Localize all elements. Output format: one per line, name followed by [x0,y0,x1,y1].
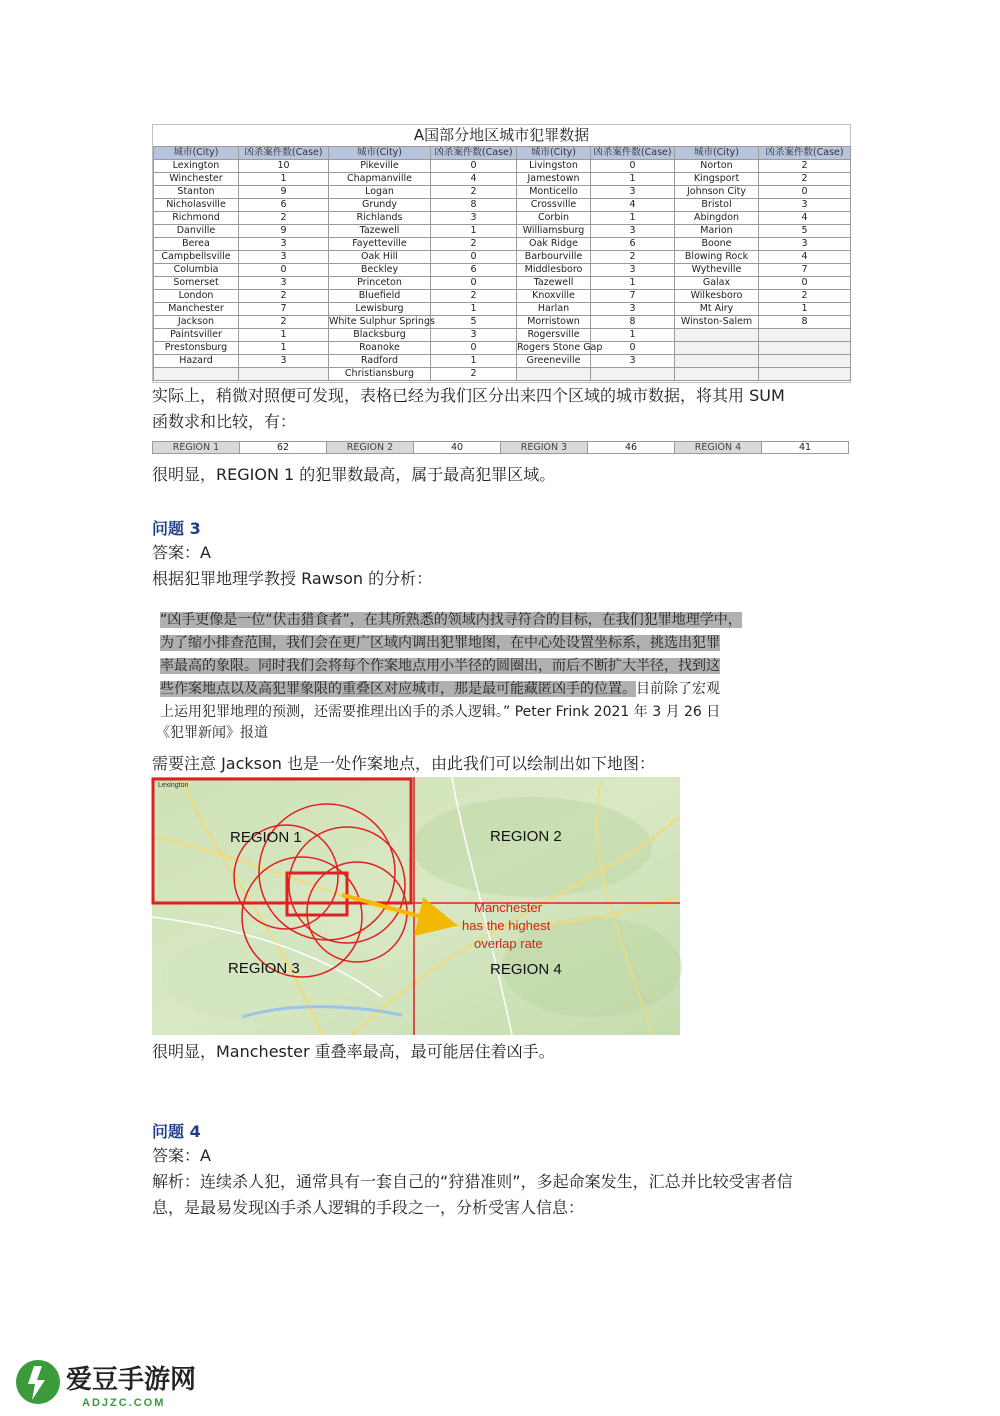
paragraph-sum-intro-cont: 函数求和比较，有： [152,412,297,431]
case-count-cell: 2 [239,316,329,329]
case-count-cell: 2 [431,290,517,303]
case-count-cell: 2 [759,160,851,173]
city-cell: Morristown [517,316,591,329]
table-row [154,329,851,342]
question-4-answer: 答案：A [152,1146,211,1165]
map-intro-note: 需要注意 Jackson 也是一处作案地点，由此我们可以绘制出如下地图： [152,754,656,773]
case-count-cell: 4 [759,212,851,225]
case-count-cell: 1 [591,277,675,290]
case-count-cell: 1 [591,212,675,225]
case-count-cell [759,329,851,342]
case-count-cell: 6 [591,238,675,251]
case-count-cell: 1 [431,303,517,316]
city-cell: Oak Hill [329,251,431,264]
question-3-intro: 根据犯罪地理学教授 Rawson 的分析： [152,569,433,588]
case-count-cell: 0 [759,277,851,290]
case-count-cell: 3 [431,212,517,225]
city-cell: Kingsport [675,173,759,186]
city-cell: Berea [154,238,239,251]
city-cell: Hazard [154,355,239,368]
case-count-cell: 3 [759,238,851,251]
city-cell: Livingston [517,160,591,173]
city-cell: Columbia [154,264,239,277]
table-row [154,199,851,212]
crime-region-map [152,777,680,1035]
case-count-cell: 5 [431,316,517,329]
city-cell: Campbellsville [154,251,239,264]
case-count-cell: 2 [431,186,517,199]
city-cell: Blowing Rock [675,251,759,264]
site-logo[interactable] [12,1352,252,1412]
city-cell: Harlan [517,303,591,316]
city-cell: Wilkesboro [675,290,759,303]
table-row [154,173,851,186]
quote-line-3: 率最高的象限。同时我们会将每个作案地点用小半径的圆圈出，而后不断扩大半径，找到这 [160,658,720,674]
case-count-cell: 2 [759,173,851,186]
table-row [154,290,851,303]
case-count-cell: 1 [239,329,329,342]
case-count-cell [759,342,851,355]
case-count-cell: 3 [591,303,675,316]
city-cell: Danville [154,225,239,238]
case-count-cell: 10 [239,160,329,173]
case-count-cell: 5 [759,225,851,238]
case-count-cell: 0 [759,186,851,199]
case-count-cell: 1 [591,173,675,186]
quote-line-6: 《犯罪新闻》报道 [156,725,268,741]
city-cell: London [154,290,239,303]
case-count-cell [759,355,851,368]
region-2-label: REGION 2 [327,442,414,454]
case-count-cell: 3 [239,251,329,264]
case-count-cell: 2 [431,368,517,381]
case-count-cell: 1 [759,303,851,316]
city-cell: Lewisburg [329,303,431,316]
case-count-cell: 0 [591,342,675,355]
city-cell: Bristol [675,199,759,212]
case-count-cell: 7 [239,303,329,316]
case-count-cell: 0 [431,251,517,264]
case-count-cell: 0 [431,277,517,290]
column-header: 凶杀案件数(Case) [591,147,675,160]
city-cell: Somerset [154,277,239,290]
city-cell: Corbin [517,212,591,225]
case-count-cell: 3 [239,355,329,368]
case-count-cell [239,368,329,381]
lexington-label: Lexington [158,782,189,789]
case-count-cell: 1 [239,342,329,355]
quote-line-4: 些作案地点以及高犯罪象限的重叠区对应城市，那是最可能藏匿凶手的位置。目前除了宏观 [160,681,720,697]
region-4-label: REGION 4 [675,442,762,454]
region-1-map-label: REGION 1 [230,829,302,846]
region-1-value: 62 [240,442,327,454]
city-cell: Jackson [154,316,239,329]
annotation-line-2: has the highest [462,918,551,933]
city-cell: Knoxville [517,290,591,303]
case-count-cell: 0 [431,160,517,173]
city-cell [675,368,759,381]
case-count-cell: 4 [591,199,675,212]
city-cell: Bluefield [329,290,431,303]
city-cell [675,342,759,355]
case-count-cell: 8 [431,199,517,212]
city-cell: Pikeville [329,160,431,173]
city-cell: Marion [675,225,759,238]
column-header: 城市(City) [517,147,591,160]
logo-domain: ADJZC.COM [82,1397,166,1409]
city-cell: Prestonsburg [154,342,239,355]
case-count-cell: 3 [591,225,675,238]
city-cell: Blacksburg [329,329,431,342]
table-row [154,355,851,368]
city-cell: Middlesboro [517,264,591,277]
table-row [154,264,851,277]
question-3-heading: 问题 3 [152,519,201,538]
case-count-cell: 1 [239,173,329,186]
column-header: 城市(City) [675,147,759,160]
quote-line-2: 为了缩小排查范围，我们会在更广区域内调出犯罪地图，在中心处设置坐标系，挑选出犯罪 [160,635,720,651]
case-count-cell: 1 [431,355,517,368]
city-cell [517,368,591,381]
city-cell [675,329,759,342]
case-count-cell: 2 [239,290,329,303]
map-conclusion: 很明显，Manchester 重叠率最高，最可能居住着凶手。 [152,1042,555,1061]
column-header: 城市(City) [154,147,239,160]
city-cell [675,355,759,368]
region-2-value: 40 [414,442,501,454]
city-cell: Crossville [517,199,591,212]
city-cell: Beckley [329,264,431,277]
table-row [154,212,851,225]
table-row [154,342,851,355]
city-cell: Winchester [154,173,239,186]
city-cell: Fayetteville [329,238,431,251]
city-cell: Tazewell [329,225,431,238]
table-row [154,277,851,290]
question-4-line-2: 息，是最易发现凶手杀人逻辑的手段之一，分析受害人信息： [152,1198,585,1217]
case-count-cell: 9 [239,186,329,199]
case-count-cell: 6 [239,199,329,212]
region-3-map-label: REGION 3 [228,960,300,977]
city-cell: Manchester [154,303,239,316]
city-cell: Chapmanville [329,173,431,186]
case-count-cell: 6 [431,264,517,277]
column-header: 城市(City) [329,147,431,160]
case-count-cell [759,368,851,381]
city-cell: Richlands [329,212,431,225]
table-row [154,160,851,173]
case-count-cell: 3 [591,186,675,199]
city-cell: Rogers Stone Gap [517,342,603,353]
city-cell: Oak Ridge [517,238,591,251]
case-count-cell: 8 [591,316,675,329]
region-1-label: REGION 1 [153,442,240,454]
city-cell [154,368,239,381]
case-count-cell: 0 [239,264,329,277]
city-cell: Williamsburg [517,225,591,238]
case-count-cell: 3 [759,199,851,212]
city-cell: Rogersville [517,329,591,342]
question-4-heading: 问题 4 [152,1122,201,1141]
question-4-line-1: 解析：连续杀人犯，通常具有一套自己的“狩猎准则”，多起命案发生，汇总并比较受害者信 [152,1172,793,1191]
table-title: A国部分地区城市犯罪数据 [413,126,590,144]
case-count-cell: 8 [759,316,851,329]
region-totals-table [152,441,849,454]
city-cell: Stanton [154,186,239,199]
city-cell: White Sulphur Springs [329,316,435,327]
quote-line-5: 上运用犯罪地理的预测，还需要推理出凶手的杀人逻辑。” Peter Frink 2021 年 3 月 26 日 [160,704,721,720]
question-3-answer: 答案：A [152,543,211,562]
table-row [154,251,851,264]
city-cell: Mt Airy [675,303,759,316]
paragraph-region1-highest: 很明显，REGION 1 的犯罪数最高，属于最高犯罪区域。 [152,465,556,484]
city-cell: Richmond [154,212,239,225]
city-cell: Johnson City [675,186,759,199]
table-row [154,225,851,238]
city-cell: Logan [329,186,431,199]
crime-data-table [152,124,851,383]
region-3-value: 46 [588,442,675,454]
case-count-cell: 3 [239,238,329,251]
case-count-cell: 2 [759,290,851,303]
crime-table-grid [153,146,851,381]
city-cell: Wytheville [675,264,759,277]
case-count-cell: 2 [431,238,517,251]
logo-name: 爱豆手游网 [66,1365,197,1395]
case-count-cell: 7 [759,264,851,277]
case-count-cell: 3 [239,277,329,290]
city-cell: Greeneville [517,355,591,368]
city-cell: Grundy [329,199,431,212]
case-count-cell: 9 [239,225,329,238]
case-count-cell: 7 [591,290,675,303]
city-cell: Galax [675,277,759,290]
city-cell: Boone [675,238,759,251]
city-cell: Radford [329,355,431,368]
quote-line-1: “凶手更像是一位“伏击猎食者”，在其所熟悉的领域内找寻符合的目标，在我们犯罪地理学中， [160,612,742,628]
city-cell: Roanoke [329,342,431,355]
city-cell: Princeton [329,277,431,290]
paragraph-sum-intro: 实际上，稍微对照便可发现，表格已经为我们区分出来四个区域的城市数据，将其用 SUM [152,386,785,405]
annotation-line-1: Manchester [474,900,542,915]
column-header: 凶杀案件数(Case) [759,147,851,160]
case-count-cell: 0 [591,160,675,173]
city-cell: Monticello [517,186,591,199]
case-count-cell: 2 [591,251,675,264]
case-count-cell: 1 [591,329,675,342]
case-count-cell: 4 [431,173,517,186]
region-3-label: REGION 3 [501,442,588,454]
map-canvas [152,777,680,1035]
city-cell: Abingdon [675,212,759,225]
table-row [154,303,851,316]
region-4-value: 41 [762,442,849,454]
case-count-cell: 1 [431,225,517,238]
column-header: 凶杀案件数(Case) [239,147,329,160]
table-row [154,368,851,381]
city-cell: Jamestown [517,173,591,186]
city-cell: Christiansburg [329,368,431,381]
region-2-map-label: REGION 2 [490,828,562,845]
case-count-cell [591,368,675,381]
table-row [154,238,851,251]
case-count-cell: 3 [591,355,675,368]
column-header: 凶杀案件数(Case) [431,147,517,160]
case-count-cell: 3 [591,264,675,277]
region-4-map-label: REGION 4 [490,961,562,978]
city-cell: Tazewell [517,277,591,290]
city-cell: Nicholasville [154,199,239,212]
case-count-cell: 2 [239,212,329,225]
table-row [154,186,851,199]
annotation-line-3: overlap rate [474,936,543,951]
case-count-cell: 4 [759,251,851,264]
table-row [154,316,851,329]
city-cell: Winston-Salem [675,316,759,329]
case-count-cell: 0 [431,342,517,355]
case-count-cell: 3 [431,329,517,342]
city-cell: Lexington [154,160,239,173]
city-cell: Paintsviller [154,329,239,342]
city-cell: Barbourville [517,251,591,264]
city-cell: Norton [675,160,759,173]
